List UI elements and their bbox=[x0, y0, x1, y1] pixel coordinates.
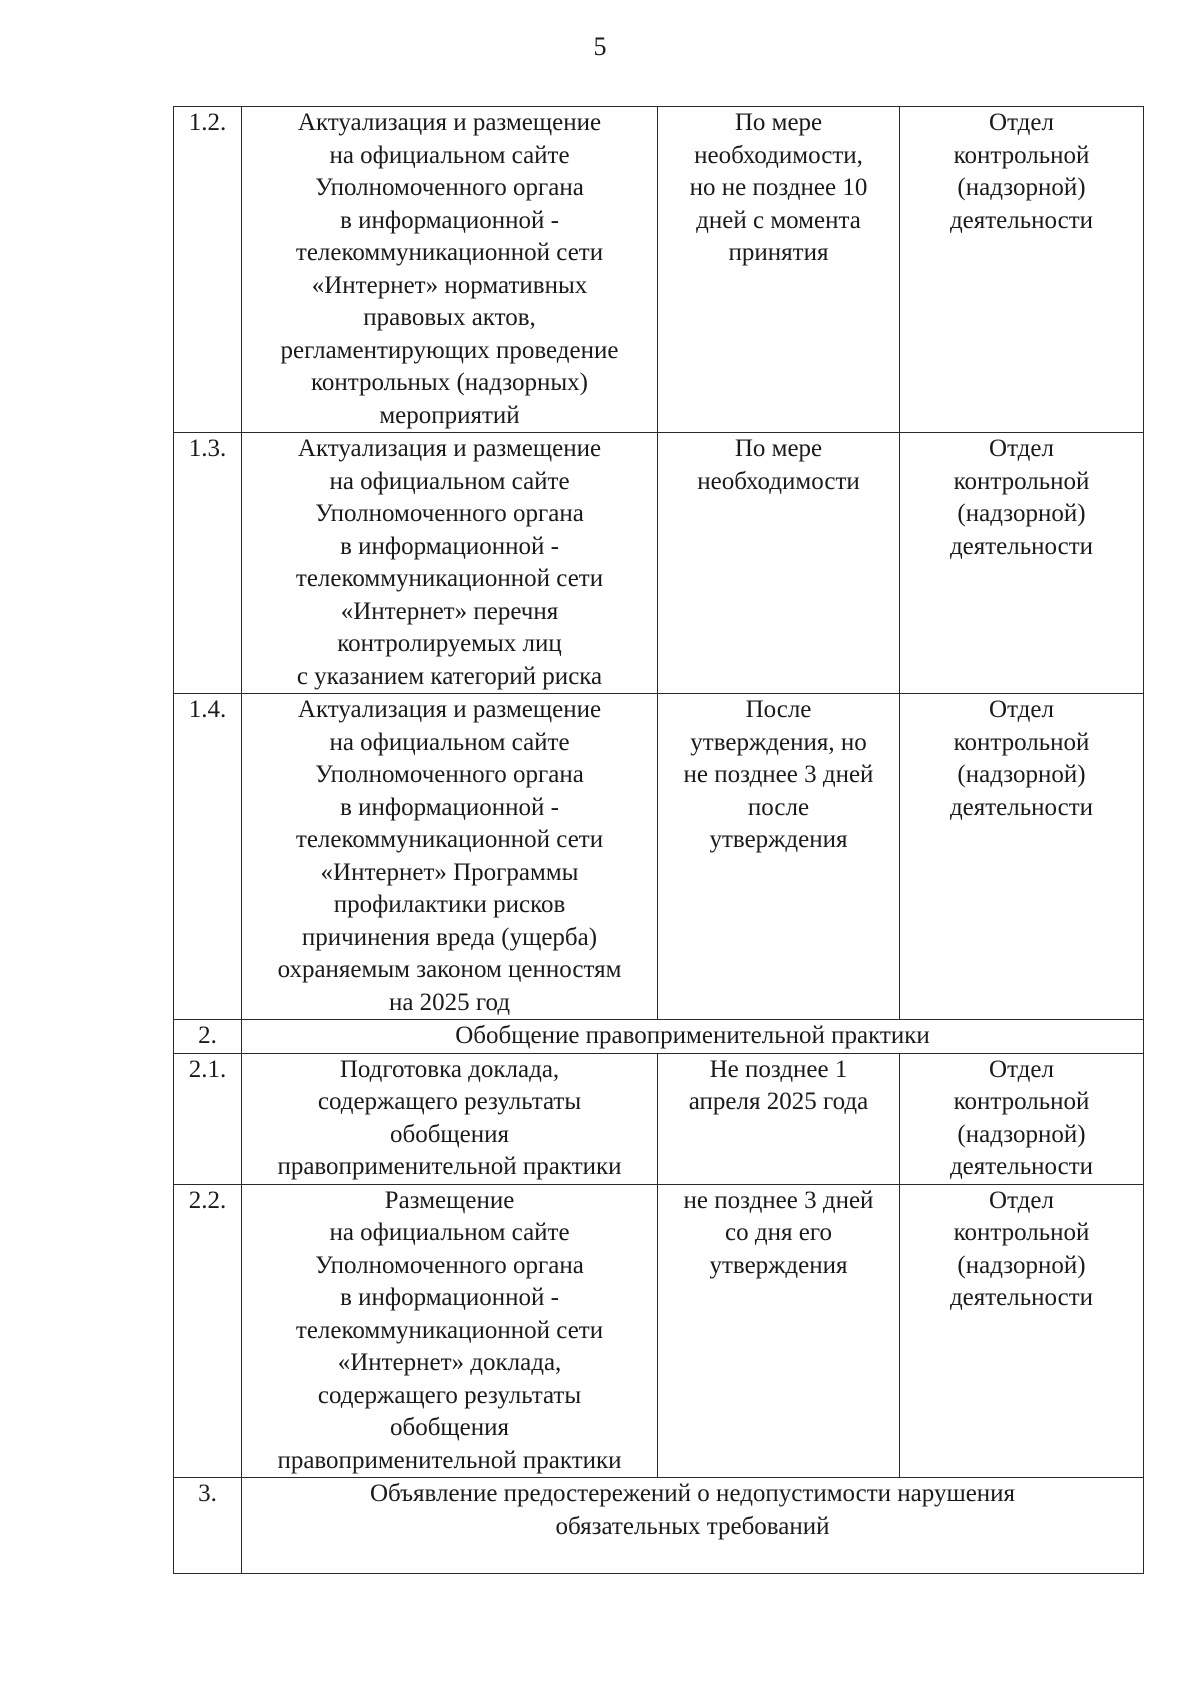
term-cell: По мере необходимости, но не позднее 10 дней с момента принятия bbox=[658, 107, 900, 433]
section-row bbox=[174, 1478, 1144, 1574]
responsible-cell: Отдел контрольной (надзорной) деятельности bbox=[900, 433, 1144, 694]
term-cell: Не позднее 1 апреля 2025 года bbox=[658, 1053, 900, 1184]
term-cell: По мере необходимости bbox=[658, 433, 900, 694]
row-number: 1.4. bbox=[174, 694, 242, 1020]
section-title: Обобщение правоприменительной практики bbox=[242, 1020, 1144, 1054]
row-number: 1.2. bbox=[174, 107, 242, 433]
row-number: 2.1. bbox=[174, 1053, 242, 1184]
row-number: 2.2. bbox=[174, 1184, 242, 1478]
responsible-cell: Отдел контрольной (надзорной) деятельности bbox=[900, 107, 1144, 433]
section-row bbox=[174, 1020, 1144, 1054]
section-title: Объявление предостережений о недопустимости нарушения обязательных требований bbox=[242, 1478, 1144, 1574]
term-cell: После утверждения, но не позднее 3 дней после утверждения bbox=[658, 694, 900, 1020]
responsible-cell: Отдел контрольной (надзорной) деятельности bbox=[900, 1184, 1144, 1478]
row-number: 2. bbox=[174, 1020, 242, 1054]
activity-cell: Подготовка доклада, содержащего результаты обобщения правоприменительной практики bbox=[242, 1053, 658, 1184]
table-row bbox=[174, 694, 1144, 1020]
table-row bbox=[174, 1053, 1144, 1184]
activity-cell: Размещение на официальном сайте Уполномоченного органа в информационной - телекоммуникационной сети «Интернет» доклада, содержащего результаты обобщения правоприменительной практики bbox=[242, 1184, 658, 1478]
responsible-cell: Отдел контрольной (надзорной) деятельности bbox=[900, 1053, 1144, 1184]
measures-table bbox=[173, 106, 1144, 1574]
table-row bbox=[174, 107, 1144, 433]
table-row bbox=[174, 1184, 1144, 1478]
row-number: 3. bbox=[174, 1478, 242, 1574]
table-row bbox=[174, 433, 1144, 694]
activity-cell: Актуализация и размещение на официальном сайте Уполномоченного органа в информационной - телекоммуникационной сети «Интернет» перечня контролируемых лиц с указанием категорий риска bbox=[242, 433, 658, 694]
row-number: 1.3. bbox=[174, 433, 242, 694]
term-cell: не позднее 3 дней со дня его утверждения bbox=[658, 1184, 900, 1478]
page-number: 5 bbox=[593, 32, 607, 61]
responsible-cell: Отдел контрольной (надзорной) деятельности bbox=[900, 694, 1144, 1020]
activity-cell: Актуализация и размещение на официальном сайте Уполномоченного органа в информационной - телекоммуникационной сети «Интернет» Программы профилактики рисков причинения вреда (ущерба) охраняемым законом ценностям на 2025 год bbox=[242, 694, 658, 1020]
activity-cell: Актуализация и размещение на официальном сайте Уполномоченного органа в информационной - телекоммуникационной сети «Интернет» нормативных правовых актов, регламентирующих проведение контрольных (надзорных) мероприятий bbox=[242, 107, 658, 433]
